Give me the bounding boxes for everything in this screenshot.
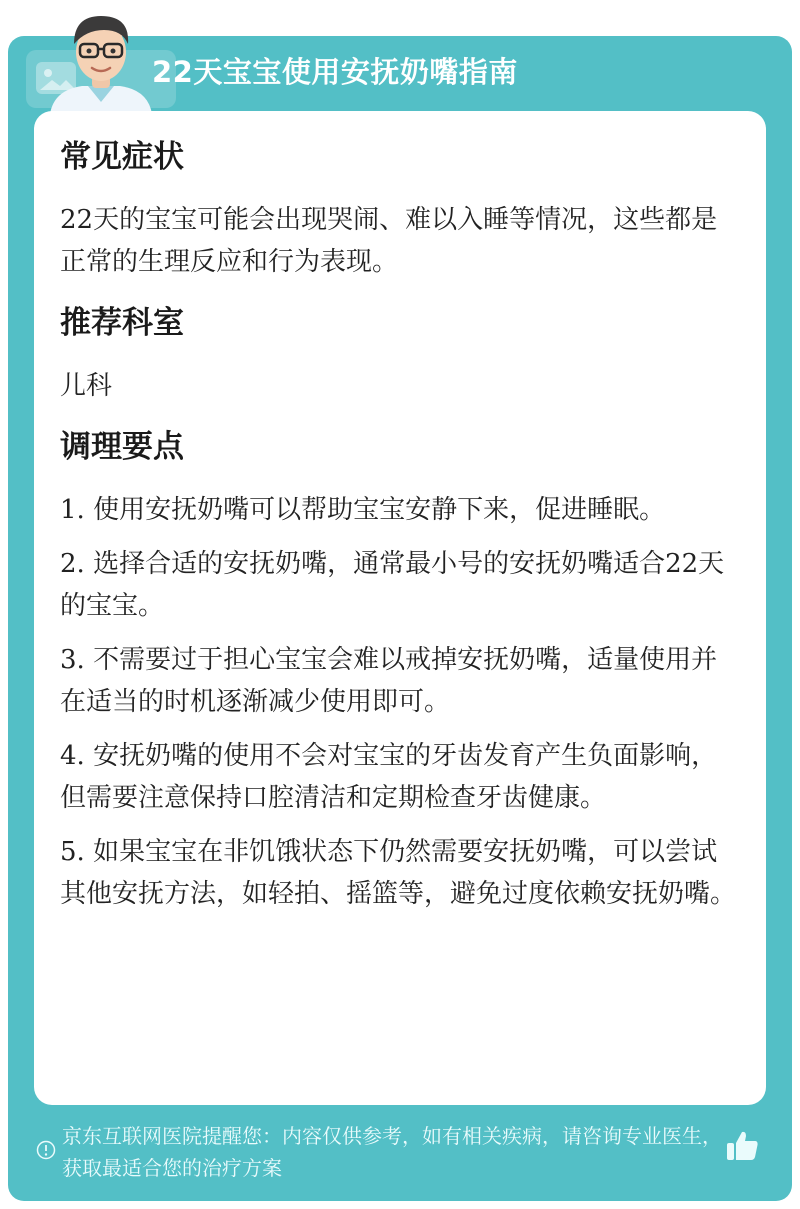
department-text: 儿科 [60,371,113,401]
department-heading: 推荐科室 [60,305,184,341]
content-card [34,111,766,1105]
care-item-5: 5. 如果宝宝在非饥饿状态下仍然需要安抚奶嘴，可以尝试其他安抚方法，如轻拍、摇篮等，避免过度依赖安抚奶嘴。 [60,837,737,909]
info-icon [36,1140,56,1160]
care-heading: 调理要点 [60,429,184,465]
disclaimer-text: 京东互联网医院提醒您：内容仅供参考，如有相关疾病，请咨询专业医生，获取最适合您的治疗方案 [62,1124,722,1180]
symptoms-heading: 常见症状 [60,139,184,175]
page-title: 22天宝宝使用安抚奶嘴指南 [152,55,518,89]
care-item-4: 4. 安抚奶嘴的使用不会对宝宝的牙齿发育产生负面影响，但需要注意保持口腔清洁和定期检查牙齿健康。 [60,741,718,813]
care-item-3: 3. 不需要过于担心宝宝会难以戒掉安抚奶嘴，适量使用并在适当的时机逐渐减少使用即可。 [60,645,718,717]
care-item-2: 2. 选择合适的安抚奶嘴，通常最小号的安抚奶嘴适合22天的宝宝。 [60,549,725,621]
thumbs-up-icon[interactable] [724,1128,760,1164]
care-item-1: 1. 使用安抚奶嘴可以帮助宝宝安静下来，促进睡眠。 [60,495,666,525]
symptoms-text: 22天的宝宝可能会出现哭闹、难以入睡等情况，这些都是正常的生理反应和行为表现。 [60,205,718,277]
doctor-avatar [46,6,156,114]
